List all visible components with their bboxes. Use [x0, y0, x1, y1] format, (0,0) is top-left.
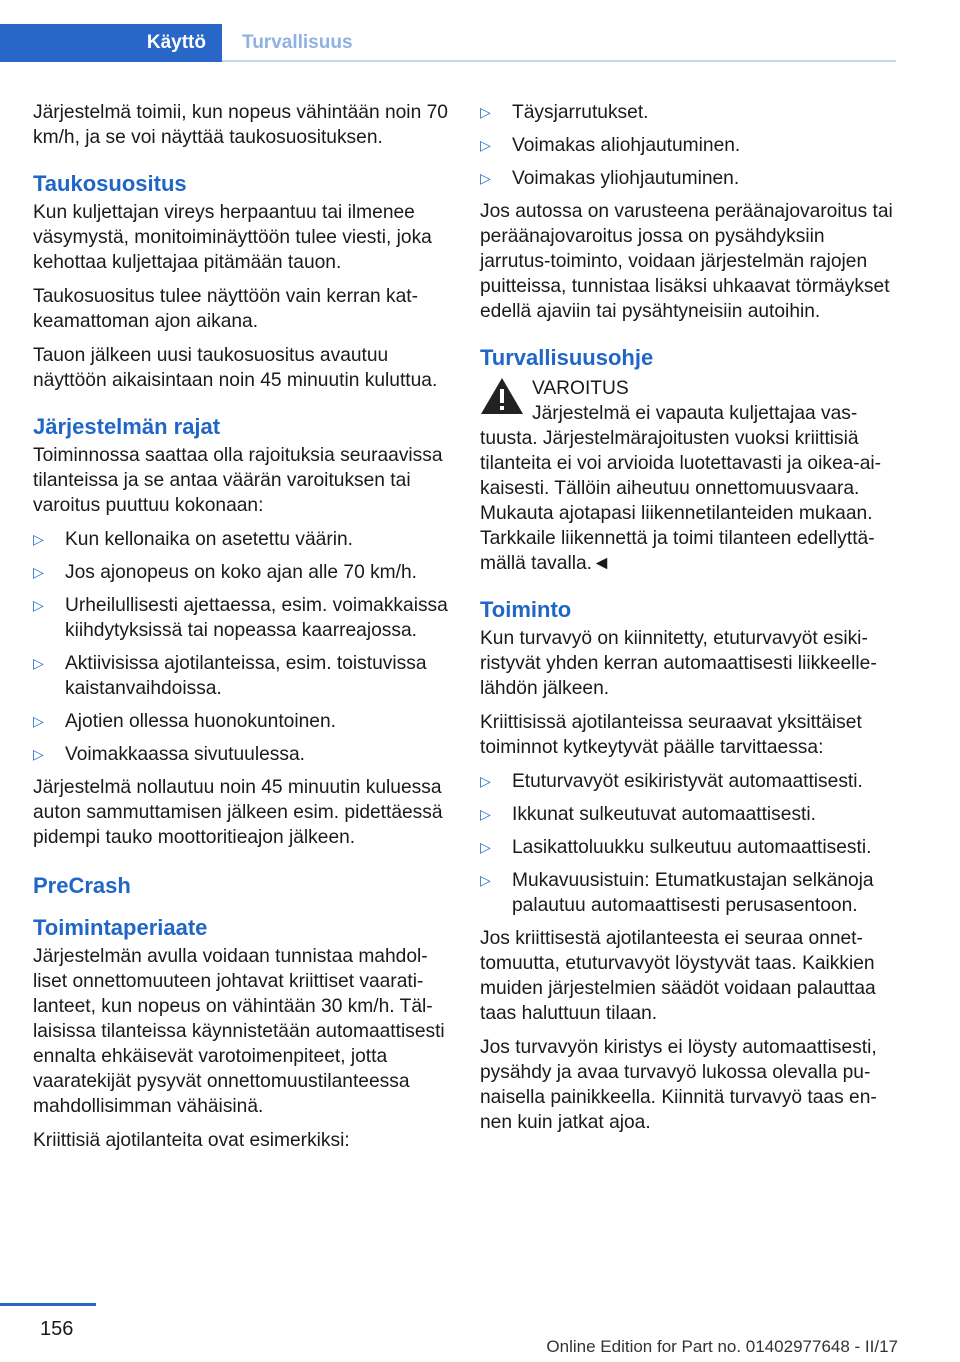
list-item: ▷ Mukavuusistuin: Etumatkustajan selkänoja palautuu automaattisesti perusasentoon.	[480, 870, 874, 916]
heading-jarjestelman-rajat: Järjestelmän rajat	[33, 414, 221, 439]
list-item: ▷ Ajotien ollessa huonokuntoinen.	[33, 711, 336, 732]
bullet-triangle-icon: ▷	[33, 713, 44, 729]
tab-kaytto[interactable]: Käyttö	[0, 24, 222, 62]
list-item: ▷ Voimakkaassa sivutuulessa.	[33, 744, 305, 765]
paragraph: Jos kriittisestä ajotilanteesta ei seuraa onnettomuutta, etuturvavyöt löystyvät taas. Kaikkien muiden järjestelmien säädöt voidaan palauttaa taas haluttuun tilaan.	[480, 928, 876, 1024]
warning-title: VAROITUS	[532, 378, 629, 399]
warning-block	[480, 376, 896, 576]
heading-toimintaperiaate: Toimintaperiaate	[33, 915, 208, 940]
bullet-triangle-icon: ▷	[33, 655, 44, 671]
heading-taukosuositus: Taukosuositus	[33, 171, 187, 196]
list-item: ▷ Voimakas yliohjautuminen.	[480, 168, 740, 189]
list-item: ▷ Jos ajonopeus on koko ajan alle 70 km/h.	[33, 562, 417, 583]
bullet-triangle-icon: ▷	[480, 170, 491, 186]
warning-triangle-icon	[480, 376, 524, 416]
paragraph: Järjestelmä toimii, kun nopeus vähintään noin 70 km/h, ja se voi näyttää taukosuosituksen.	[33, 102, 448, 148]
list-item: ▷ Aktiivisissa ajotilanteissa, esim. toistuvissa kaistanvaihdoissa.	[33, 653, 427, 699]
bullet-triangle-icon: ▷	[480, 104, 491, 120]
heading-turvallisuusohje: Turvallisuusohje	[480, 345, 654, 370]
list-item: ▷ Lasikattoluukku sulkeutuu automaattisesti.	[480, 837, 872, 858]
paragraph: Järjestelmän avulla voidaan tunnistaa mahdolliset onnettomuuteen johtavat kriittiset vaaratilanteet, kun nopeus on vähintään 30 km/h. Tällaisissa tilanteissa käynnistetään automaattisesti ennalta ehkäisevät varotoimenpiteet, jotta vaaratekijät pysyvät onnettomuustilanteessa mahdollisimman vähäisinä.	[33, 946, 445, 1117]
right-column	[480, 100, 896, 1144]
paragraph: Kriittisissä ajotilanteissa seuraavat yksittäiset toiminnot kytkeytyvät päälle tarvittaessa:	[480, 712, 862, 758]
list-item: ▷ Urheilullisesti ajettaessa, esim. voimakkaissa kiihdytyksissä tai nopeassa kaarreajossa.	[33, 595, 448, 641]
paragraph: Taukosuositus tulee näyttöön vain kerran katkeamattoman ajon aikana.	[33, 286, 419, 332]
critical-situations-list	[480, 100, 896, 191]
edition-note: Online Edition for Part no. 01402977648 - II/17	[546, 1337, 898, 1356]
paragraph: Jos autossa on varusteena peräänajovaroitus tai peräänajovaroitus jossa on pysähdyksiin jarrutus-toiminto, voidaan järjestelmän rajojen puitteissa, tunnistaa lisäksi uhkaavat törmäykset edellä ajaviin tai pysähtyneisiin autoihin.	[480, 201, 893, 322]
page-number: 156	[40, 1318, 74, 1340]
paragraph: Kun turvavyö on kiinnitetty, etuturvavyöt esikiristyvät yhden kerran automaattisesti liikkeellelähdön jälkeen.	[480, 628, 877, 699]
header-tabbar	[0, 0, 960, 64]
bullet-triangle-icon: ▷	[480, 137, 491, 153]
paragraph: Jos turvavyön kiristys ei löysty automaattisesti, pysähdy ja avaa turvavyö lukossa olevalla punaisella painikkeella. Kiinnitä turvavyö taas ennen kuin jatkat ajoa.	[480, 1037, 877, 1133]
bullet-triangle-icon: ▷	[480, 872, 491, 888]
bullet-triangle-icon: ▷	[33, 746, 44, 762]
paragraph: Toiminnossa saattaa olla rajoituksia seuraavissa tilanteissa ja se antaa väärän varoituksen tai varoitus puuttuu kokonaan:	[33, 445, 443, 516]
list-item: ▷ Etuturvavyöt esikiristyvät automaattisesti.	[480, 771, 863, 792]
bullet-triangle-icon: ▷	[480, 773, 491, 789]
list-item: ▷ Voimakas aliohjautuminen.	[480, 135, 741, 156]
list-item: ▷ Täysjarrutukset.	[480, 102, 649, 123]
header-rule	[222, 60, 896, 62]
limitations-list	[33, 527, 448, 767]
bullet-triangle-icon: ▷	[33, 564, 44, 580]
bullet-triangle-icon: ▷	[33, 531, 44, 547]
footer-rule	[0, 1303, 96, 1306]
bullet-triangle-icon: ▷	[480, 839, 491, 855]
list-item: ▷ Ikkunat sulkeutuvat automaattisesti.	[480, 804, 816, 825]
heading-toiminto: Toiminto	[480, 597, 572, 622]
functions-list	[480, 769, 896, 918]
paragraph: Kun kuljettajan vireys herpaantuu tai ilmenee väsymystä, monitoiminäyttöön tulee viesti, joka kehottaa kuljettajaa pitämään tauon.	[33, 202, 432, 273]
left-column	[33, 100, 448, 1162]
paragraph: Järjestelmä nollautuu noin 45 minuutin kuluessa auton sammuttamisen jälkeen esim. pidettäessä pidempi tauko moottoritieajon jälkeen.	[33, 777, 443, 848]
list-item: ▷ Kun kellonaika on asetettu väärin.	[33, 529, 353, 550]
warning-text: Järjestelmä ei vapauta kuljettajaa vastuusta. Järjestelmärajoitusten vuoksi kriittisiä tilanteita ei voi arvioida luotettavasti ja oikea-aikaisesti. Tällöin aiheutuu onnettomuusvaara. Mukauta ajotapasi liikennetilanteiden mukaan. Tarkkaile liikennettä ja toimi tilanteen edellyttämällä tavalla.◄	[480, 403, 882, 574]
paragraph: Tauon jälkeen uusi taukosuositus avautuu näyttöön aikaisintaan noin 45 minuutin kuluttua.	[33, 345, 438, 391]
heading-precrash: PreCrash	[33, 873, 131, 898]
paragraph: Kriittisiä ajotilanteita ovat esimerkiksi:	[33, 1130, 350, 1151]
bullet-triangle-icon: ▷	[480, 806, 491, 822]
bullet-triangle-icon: ▷	[33, 597, 44, 613]
tab-turvallisuus[interactable]: Turvallisuus	[242, 32, 353, 53]
